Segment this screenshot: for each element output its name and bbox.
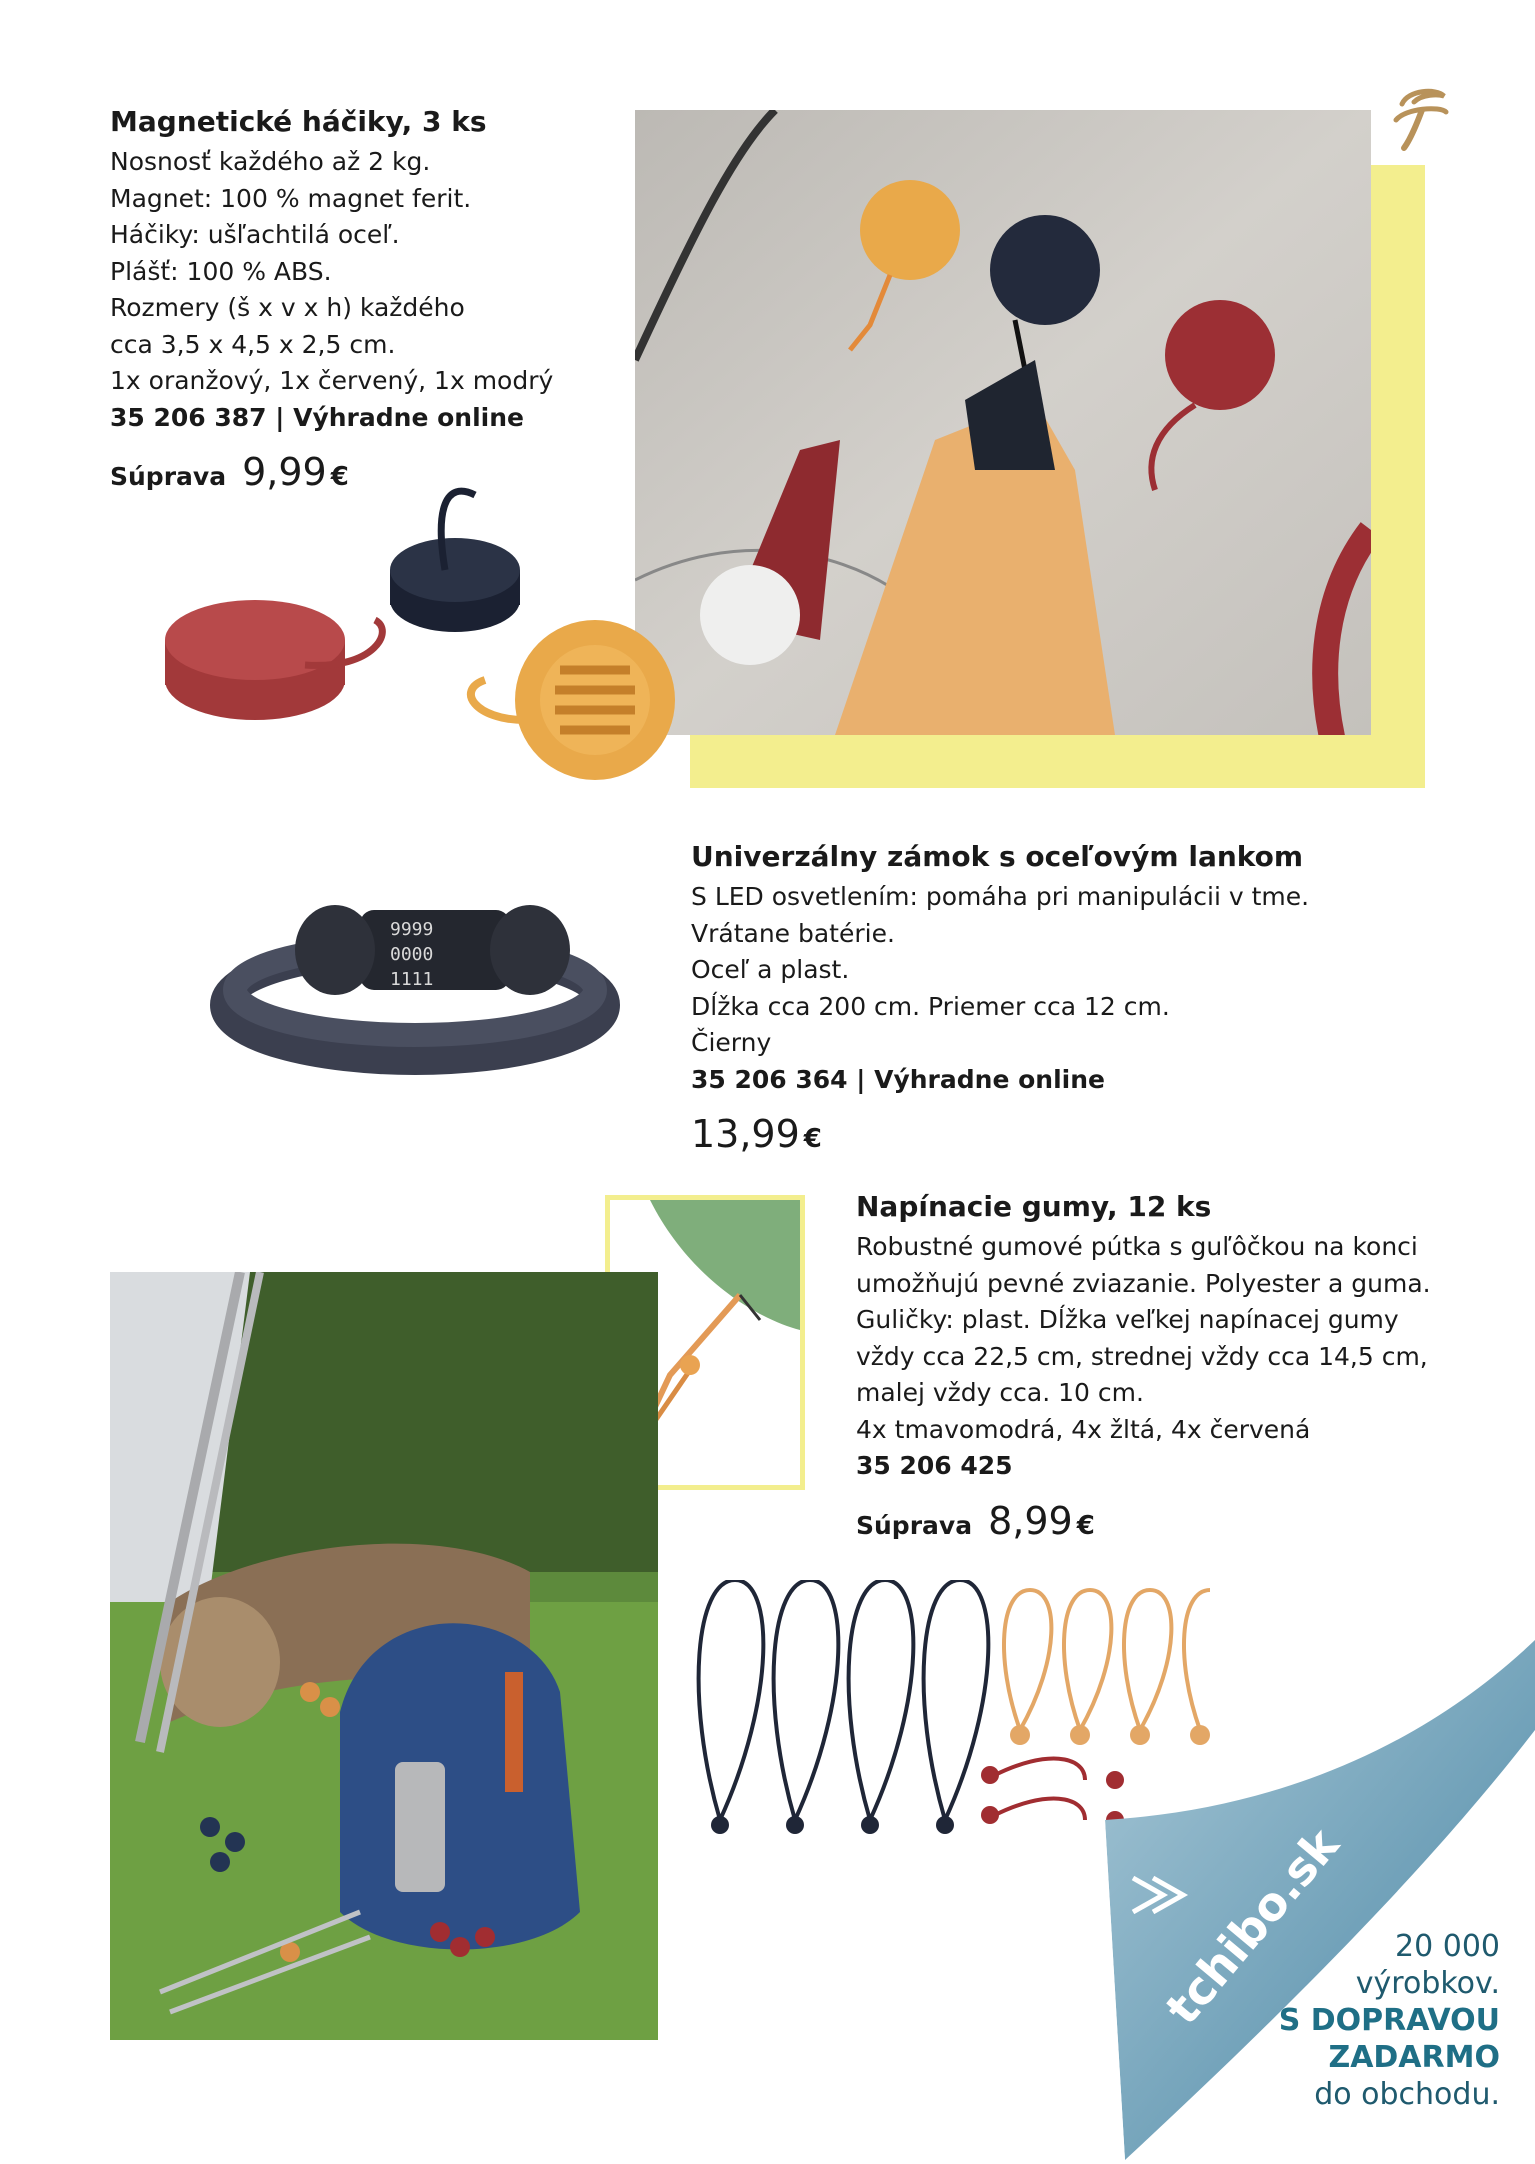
tchibo-logo-icon — [1388, 82, 1452, 154]
product-desc-line: S LED osvetlením: pomáha pri manipulácii v tme. — [691, 882, 1310, 911]
lock-dial-row: 1111 — [390, 969, 434, 990]
product-title: Napínacie gumy, 12 ks — [856, 1190, 1212, 1223]
price-row — [691, 1112, 1411, 1156]
product-desc-line: Plášť: 100 % ABS. — [110, 256, 332, 286]
currency-symbol: € — [803, 1124, 822, 1154]
double-arrow-icon — [1128, 1870, 1198, 1920]
product-desc-line: Oceľ a plast. — [691, 955, 850, 984]
price-value: 8,99 — [988, 1498, 1073, 1543]
product-desc-line: vždy cca 22,5 cm, strednej vždy cca 14,5 cm, — [856, 1341, 1428, 1371]
product-desc-line: Háčiky: ušľachtilá oceľ. — [110, 220, 400, 249]
promo-products-word: výrobkov. — [1355, 1966, 1500, 2001]
product-title: Univerzálny zámok s oceľovým lankom — [691, 840, 1304, 873]
product-hooks-info — [110, 105, 630, 494]
hooks-lifestyle-photo — [635, 110, 1371, 735]
product-desc-line: cca 3,5 x 4,5 x 2,5 cm. — [110, 329, 396, 359]
lock-dial-row: 0000 — [390, 944, 434, 965]
product-desc-line: Čierny — [691, 1028, 772, 1057]
product-code: 35 206 364 | Výhradne online — [691, 1064, 1105, 1094]
lock-product-photo — [210, 865, 620, 1075]
product-desc-line: malej vždy cca. 10 cm. — [856, 1378, 1144, 1407]
lock-dial-row: 9999 — [390, 919, 434, 940]
promo-text — [1279, 1928, 1500, 2113]
promo-site-label: tchibo.sk — [1155, 1817, 1350, 2035]
product-desc-line: umožňujú pevné zviazanie. Polyester a guma. — [856, 1268, 1431, 1298]
promo-count: 20 000 — [1395, 1929, 1500, 1964]
product-desc-line: Guličky: plast. Dĺžka veľkej napínacej gumy — [856, 1305, 1399, 1334]
hooks-product-photo — [155, 470, 675, 800]
product-code: 35 206 387 | Výhradne online — [110, 402, 524, 432]
product-desc-line: Rozmery (š x v x h) každého — [110, 293, 465, 322]
currency-symbol: € — [330, 462, 349, 492]
price-label: Súprava — [856, 1510, 973, 1540]
product-lock-info — [691, 840, 1411, 1156]
promo-to-store: do obchodu. — [1314, 2077, 1500, 2112]
price-label: Súprava — [110, 462, 227, 491]
promo-shipping-line-2: ZADARMO — [1328, 2040, 1500, 2075]
price-value: 13,99 — [691, 1112, 800, 1156]
price-row — [856, 1499, 1456, 1543]
product-desc-line: Magnet: 100 % magnet ferit. — [110, 183, 472, 213]
promo-shipping-line-1: S DOPRAVOU — [1278, 2003, 1500, 2038]
product-desc-line: Robustné gumové pútka s guľôčkou na konci — [856, 1232, 1418, 1261]
product-desc-line: 1x oranžový, 1x červený, 1x modrý — [110, 366, 554, 395]
currency-symbol: € — [1076, 1510, 1095, 1541]
product-bungee-info — [856, 1190, 1456, 1543]
price-value: 9,99 — [242, 450, 327, 494]
product-title: Magnetické háčiky, 3 ks — [110, 105, 487, 138]
camping-lifestyle-photo — [110, 1272, 658, 2040]
product-desc-line: Dĺžka cca 200 cm. Priemer cca 12 cm. — [691, 991, 1170, 1021]
product-desc-line: 4x tmavomodrá, 4x žltá, 4x červená — [856, 1414, 1311, 1444]
product-desc-line: Vrátane batérie. — [691, 918, 895, 948]
product-code: 35 206 425 — [856, 1451, 1013, 1480]
product-desc-line: Nosnosť každého až 2 kg. — [110, 147, 431, 176]
